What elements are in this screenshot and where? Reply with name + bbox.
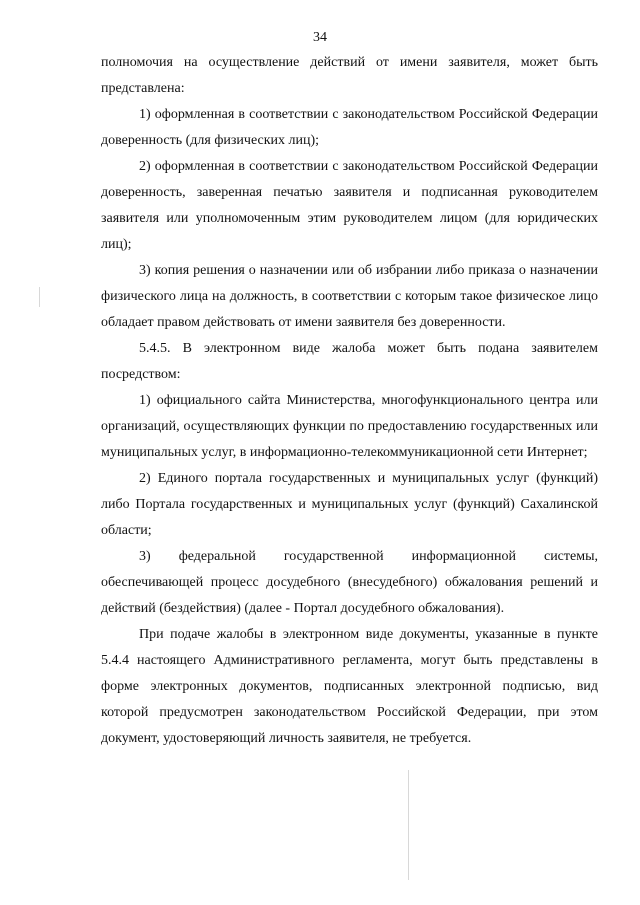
page-number: 34 [313, 30, 327, 45]
paragraph-2: 1) оформленная в соответствии с законодательством Российской Федерации доверенность (для физических лиц); [101, 107, 598, 148]
paragraph-5: 5.4.5. В электронном виде жалоба может быть подана заявителем посредством: [101, 341, 598, 382]
paragraph-9: При подаче жалобы в электронном виде документы, указанные в пункте 5.4.4 настоящего Административного регламента, могут быть представлены в форме электронных документов, подписанных электронной подписью, вид которой предусмотрен законодательством Российской Федерации, при этом документ, удостоверяющий личность заявителя, не требуется. [101, 627, 598, 746]
paragraph-7: 2) Единого портала государственных и муниципальных услуг (функций) либо Портала государственных и муниципальных услуг (функций) Сахалинской области; [101, 471, 598, 538]
paragraph-1: полномочия на осуществление действий от имени заявителя, может быть представлена: [101, 55, 598, 96]
document-body [101, 50, 598, 752]
scan-artifact-line [39, 287, 40, 307]
scan-artifact-line [408, 770, 409, 880]
paragraph-4: 3) копия решения о назначении или об избрании либо приказа о назначении физического лица на должность, в соответствии с которым такое физическое лицо обладает правом действовать от имени заявителя без доверенности. [101, 263, 598, 330]
paragraph-6: 1) официального сайта Министерства, многофункционального центра или организаций, осуществляющих функции по предоставлению государственных или муниципальных услуг, в информационно-телекоммуникационной сети Интернет; [101, 393, 598, 460]
paragraph-3: 2) оформленная в соответствии с законодательством Российской Федерации доверенность, заверенная печатью заявителя и подписанная руководителем заявителя или уполномоченным этим руководителем лицом (для юридических лиц); [101, 159, 598, 252]
paragraph-8: 3) федеральной государственной информационной системы, обеспечивающей процесс досудебного (внесудебного) обжалования решений и действий (бездействия) (далее - Портал досудебного обжалования). [101, 549, 598, 616]
